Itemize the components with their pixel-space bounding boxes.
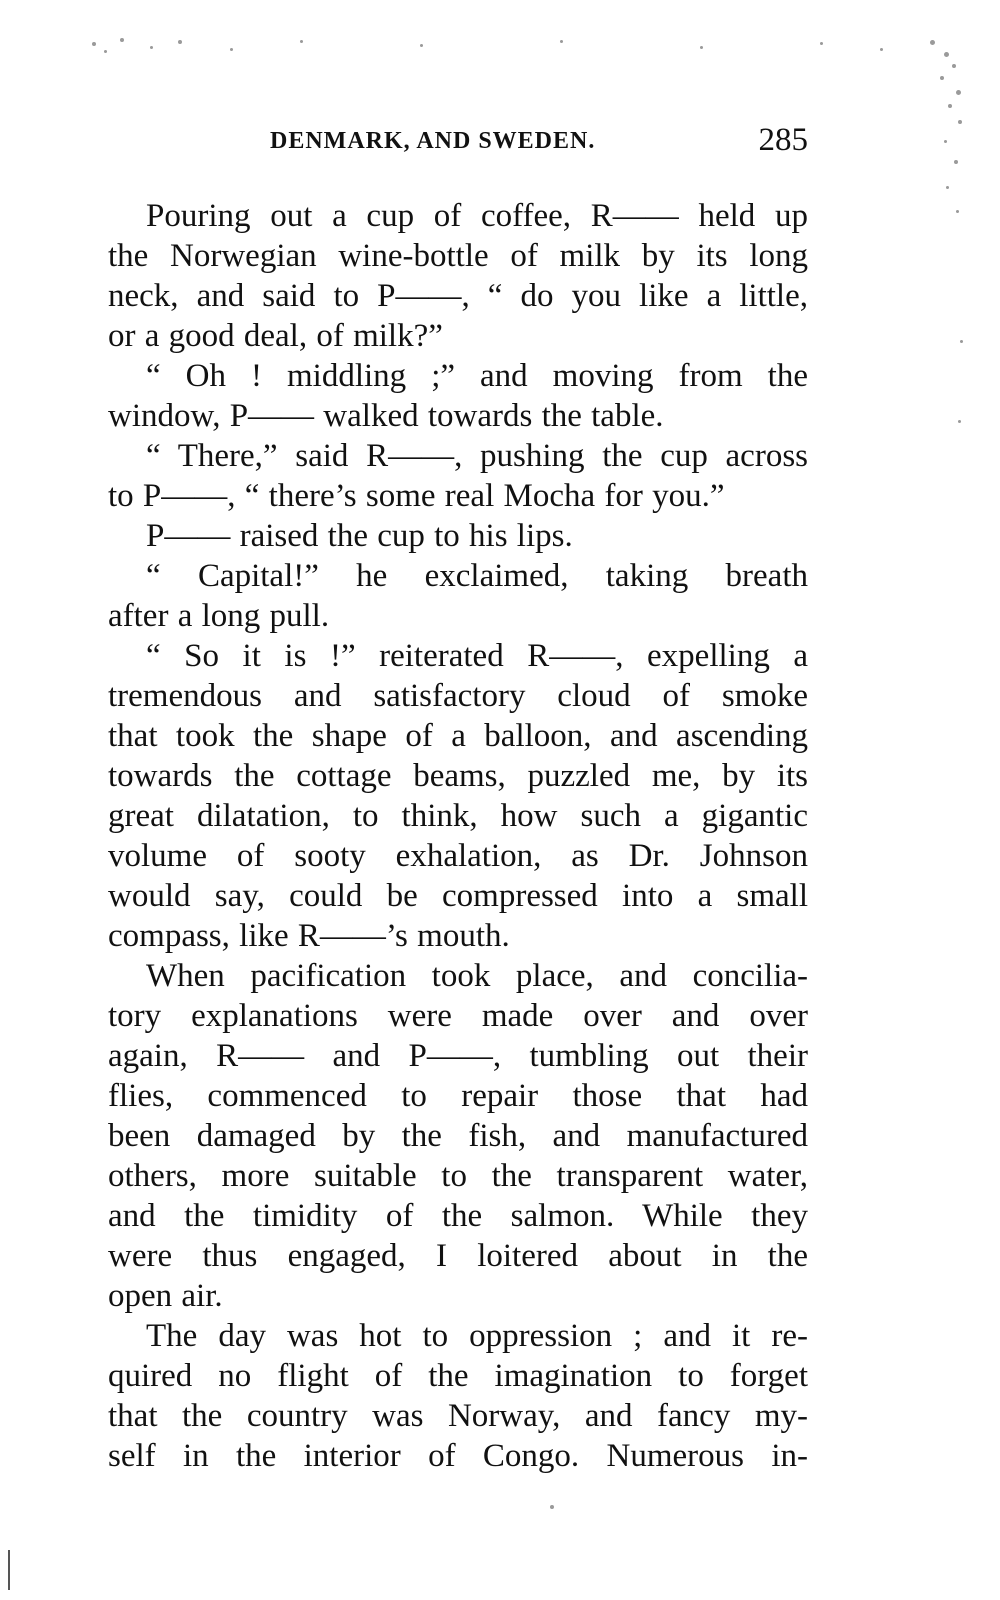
- scan-speck: [820, 42, 823, 45]
- body-text: [108, 196, 808, 1476]
- scan-speck: [958, 120, 962, 124]
- text-line: The day was hot to oppression ; and it re-: [146, 1318, 808, 1354]
- text-line: volume of sooty exhalation, as Dr. Johnson: [108, 838, 808, 874]
- text-line: P—— raised the cup to his lips.: [146, 518, 573, 554]
- running-title: DENMARK, AND SWEDEN.: [270, 128, 596, 154]
- scan-speck: [150, 46, 153, 49]
- scan-edge-mark: [8, 1550, 10, 1590]
- text-line: flies, commenced to repair those that had: [108, 1078, 808, 1114]
- scan-speck: [420, 44, 423, 47]
- text-line: self in the interior of Congo. Numerous in-: [108, 1438, 808, 1474]
- text-line: open air.: [108, 1278, 223, 1314]
- page-number: 285: [758, 122, 808, 158]
- text-line: been damaged by the fish, and manufactured: [108, 1118, 808, 1154]
- text-line: were thus engaged, I loitered about in the: [108, 1238, 808, 1274]
- text-line: “ Capital!” he exclaimed, taking breath: [146, 558, 808, 594]
- scan-speck: [880, 48, 883, 51]
- text-line: after a long pull.: [108, 598, 330, 634]
- scan-speck: [120, 38, 124, 42]
- scan-speck: [944, 52, 949, 57]
- text-line: and the timidity of the salmon. While they: [108, 1198, 808, 1234]
- text-line: others, more suitable to the transparent water,: [108, 1158, 808, 1194]
- scan-speck: [300, 40, 303, 43]
- scan-speck: [550, 1505, 554, 1509]
- scan-speck: [944, 140, 947, 143]
- text-line: Pouring out a cup of coffee, R—— held up: [146, 198, 808, 234]
- text-line: “ Oh ! middling ;” and moving from the: [146, 358, 808, 394]
- text-line: the Norwegian wine-bottle of milk by its long: [108, 238, 808, 274]
- scan-speck: [92, 42, 96, 46]
- scan-speck: [956, 210, 959, 213]
- scan-speck: [104, 50, 107, 53]
- scan-speck: [954, 160, 958, 164]
- scan-speck: [940, 76, 944, 80]
- running-head: [108, 122, 808, 162]
- scan-speck: [700, 46, 703, 49]
- scan-speck: [930, 40, 935, 45]
- scan-speck: [948, 104, 952, 108]
- text-line: window, P—— walked towards the table.: [108, 398, 664, 434]
- text-line: that took the shape of a balloon, and ascending: [108, 718, 808, 754]
- text-line: quired no flight of the imagination to forget: [108, 1358, 808, 1394]
- text-line: to P——, “ there’s some real Mocha for you.”: [108, 478, 725, 514]
- text-line: neck, and said to P——, “ do you like a little,: [108, 278, 808, 314]
- text-line: “ So it is !” reiterated R——, expelling a: [146, 638, 808, 674]
- text-line: towards the cottage beams, puzzled me, by its: [108, 758, 808, 794]
- scan-speck: [958, 420, 961, 423]
- text-line: compass, like R——’s mouth.: [108, 918, 510, 954]
- scan-speck: [560, 40, 563, 43]
- scan-speck: [960, 340, 963, 343]
- scan-speck: [956, 90, 961, 95]
- text-line: again, R—— and P——, tumbling out their: [108, 1038, 808, 1074]
- scan-speck: [230, 48, 233, 51]
- text-line: When pacification took place, and concilia-: [146, 958, 808, 994]
- text-line: would say, could be compressed into a small: [108, 878, 808, 914]
- text-line: great dilatation, to think, how such a gigantic: [108, 798, 808, 834]
- scan-speck: [952, 64, 956, 68]
- text-line: “ There,” said R——, pushing the cup across: [146, 438, 808, 474]
- text-line: tremendous and satisfactory cloud of smoke: [108, 678, 808, 714]
- scan-speck: [946, 186, 949, 189]
- text-line: tory explanations were made over and over: [108, 998, 808, 1034]
- text-line: or a good deal, of milk?”: [108, 318, 443, 354]
- scan-speck: [178, 40, 182, 44]
- text-line: that the country was Norway, and fancy my-: [108, 1398, 808, 1434]
